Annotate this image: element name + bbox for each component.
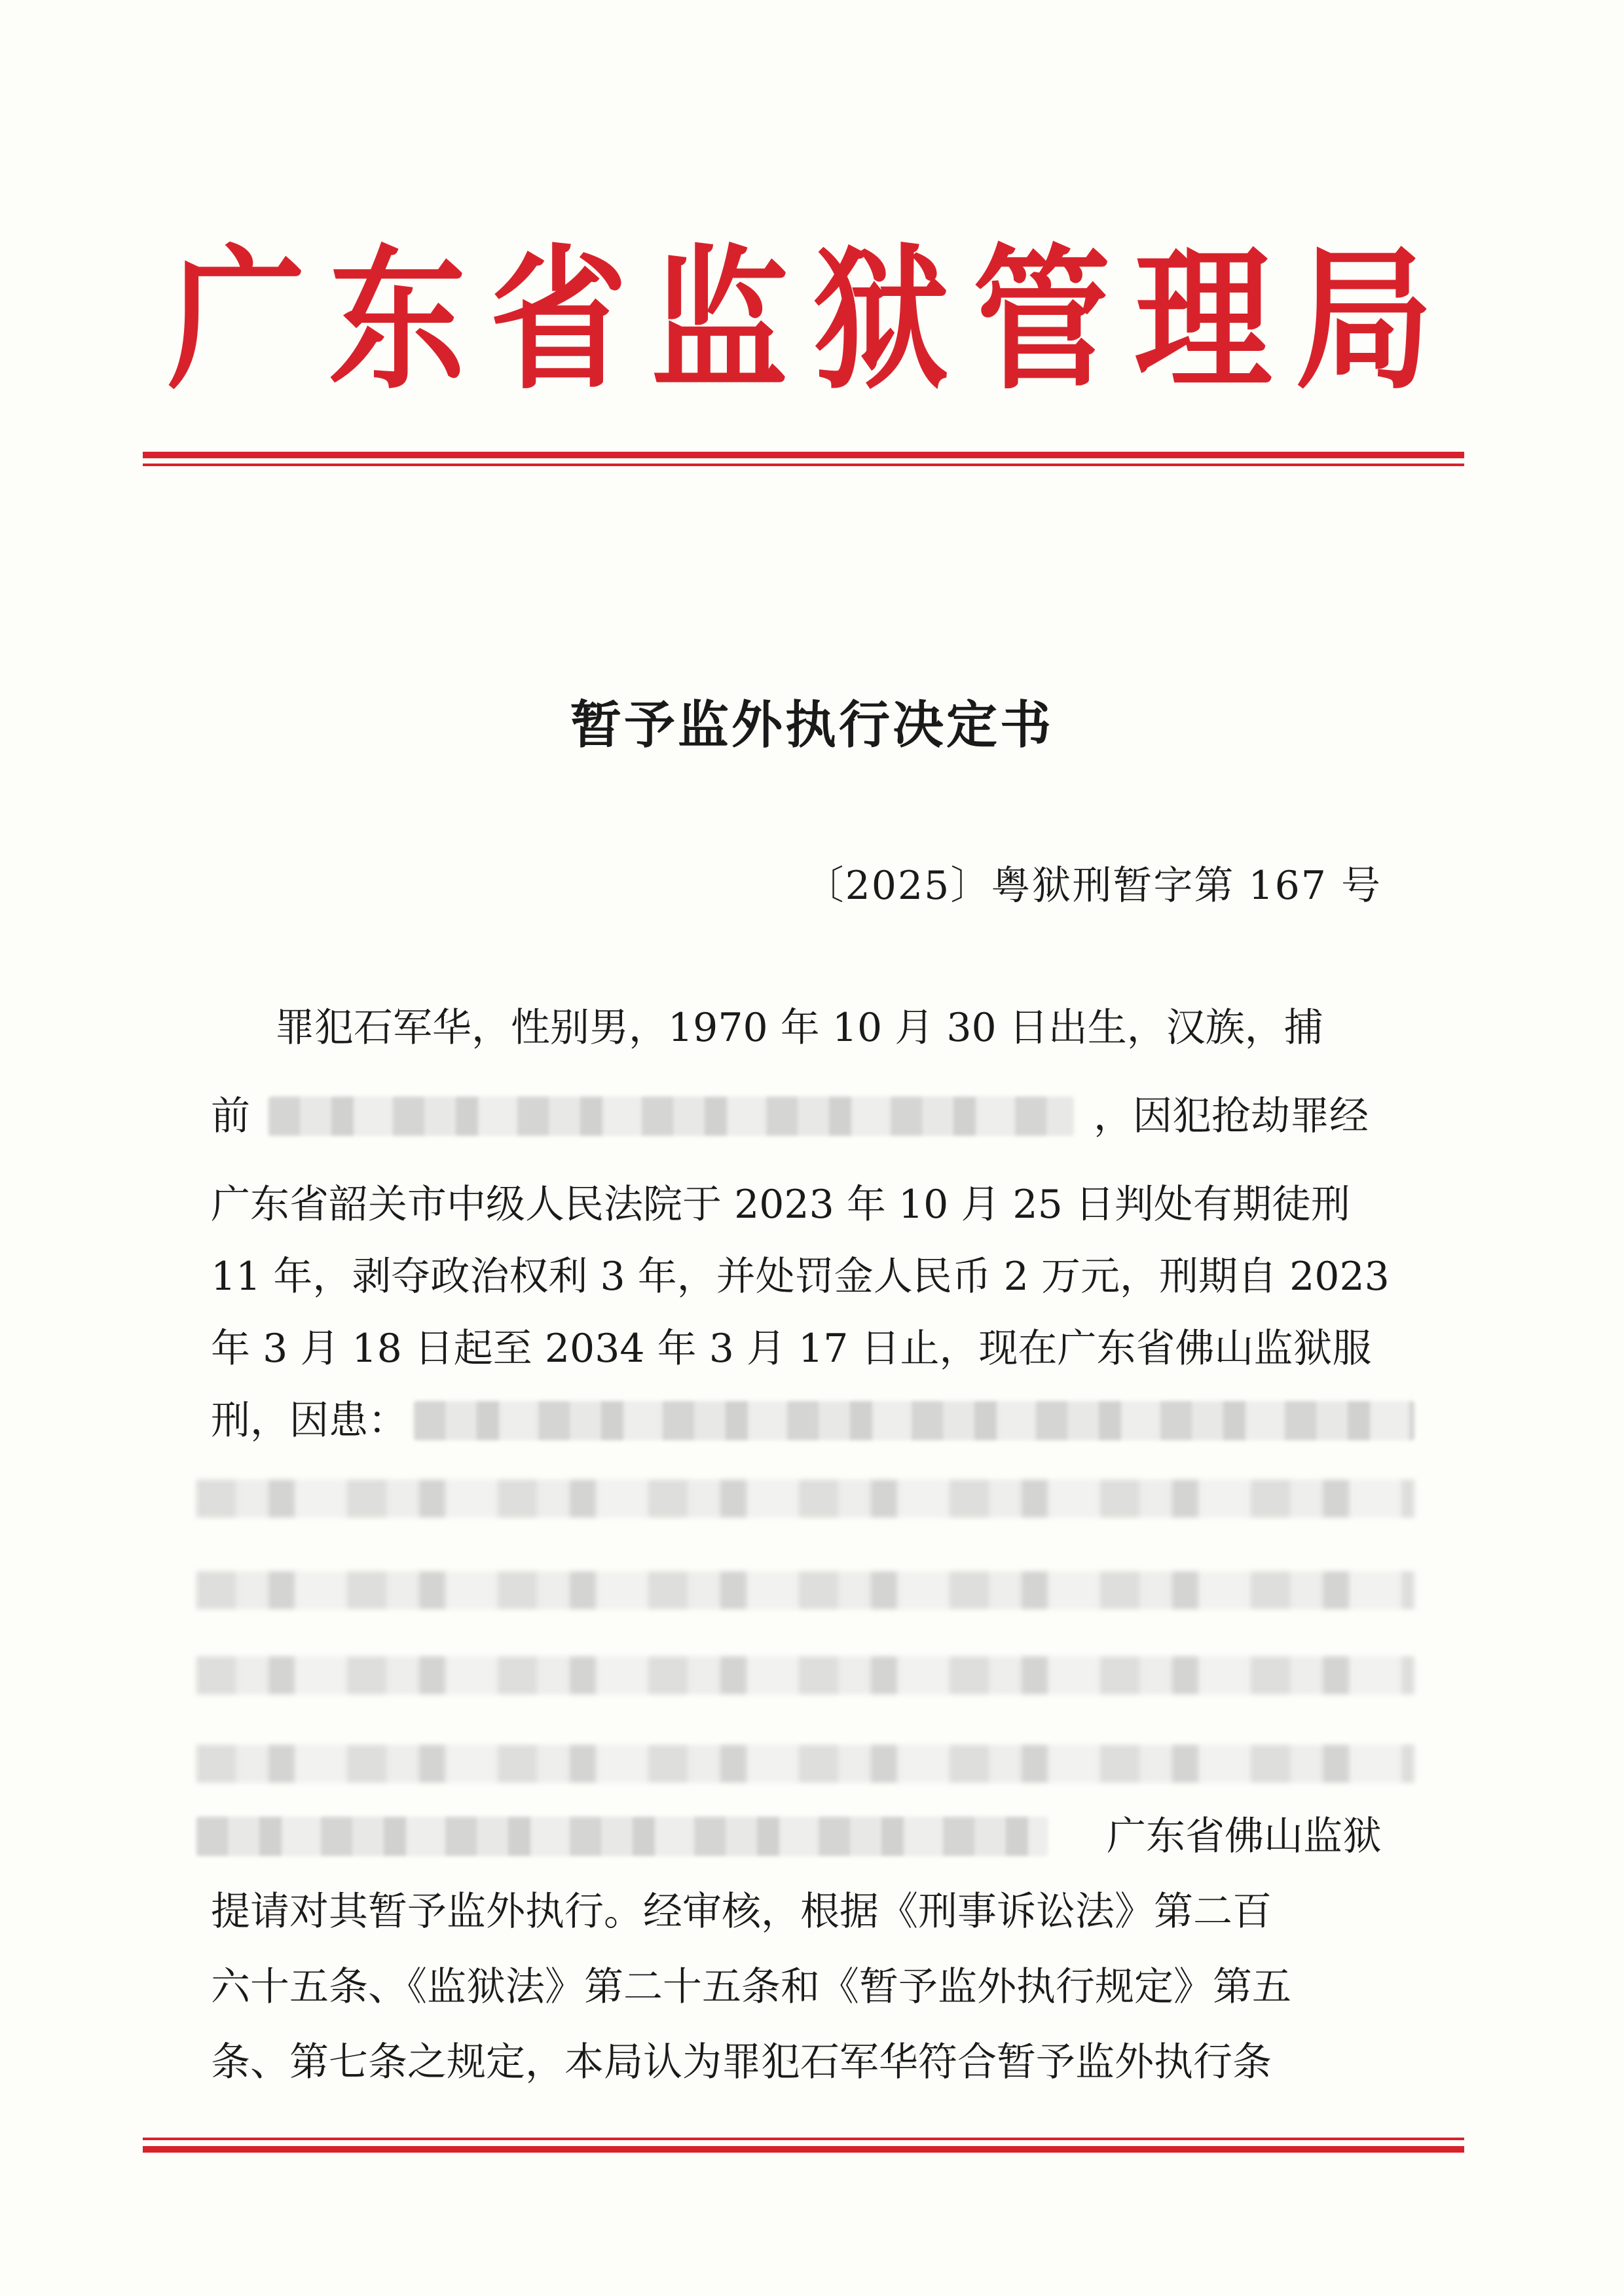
header-rule-thin — [143, 464, 1464, 466]
document-number: 〔2025〕粤狱刑暂字第 167 号 — [804, 863, 1382, 909]
body-text: 11 年，剥夺政治权利 3 年，并处罚金人民币 2 万元，刑期自 2023 — [211, 1254, 1390, 1300]
redacted-block — [196, 1817, 1048, 1856]
footer-rule-thick — [143, 2146, 1464, 2153]
redacted-block — [268, 1097, 1074, 1136]
redacted-line — [196, 1745, 1414, 1783]
redacted-line — [196, 1571, 1414, 1609]
body-line-14 — [211, 2039, 1414, 2085]
body-text: ，因犯抢劫罪经 — [1094, 1093, 1369, 1139]
body-line-11 — [196, 1813, 1400, 1859]
body-line-12 — [211, 1889, 1414, 1935]
redacted-line — [196, 1656, 1414, 1694]
body-line-2 — [211, 1093, 1414, 1139]
body-line-4 — [211, 1254, 1414, 1300]
body-text: 前 — [211, 1093, 250, 1139]
letterhead-org-name: 广东省监狱管理局 — [167, 230, 1456, 410]
body-text: 广东省佛山监狱 — [1107, 1813, 1382, 1859]
footer-rule-thin — [143, 2138, 1464, 2140]
body-text: 六十五条、《监狱法》第二十五条和《暂予监外执行规定》第五 — [211, 1964, 1291, 2010]
body-line-3 — [211, 1182, 1414, 1228]
body-line-1 — [275, 1005, 1414, 1051]
body-line-6 — [211, 1398, 1414, 1444]
body-text: 刑，因患： — [211, 1398, 407, 1444]
body-text: 广东省韶关市中级人民法院于 2023 年 10 月 25 日判处有期徒刑 — [211, 1182, 1350, 1228]
document-title: 暂予监外执行决定书 — [570, 696, 1054, 755]
body-text: 年 3 月 18 日起至 2034 年 3 月 17 日止，现在广东省佛山监狱服 — [211, 1326, 1372, 1372]
redacted-line — [196, 1480, 1414, 1518]
body-text: 罪犯石军华，性别男，1970 年 10 月 30 日出生，汉族，捕 — [275, 1005, 1323, 1051]
body-text: 提请对其暂予监外执行。经审核，根据《刑事诉讼法》第二百 — [211, 1889, 1272, 1935]
body-text: 条、第七条之规定，本局认为罪犯石军华符合暂予监外执行条 — [211, 2039, 1272, 2085]
redacted-block — [414, 1401, 1414, 1440]
header-rule-thick — [143, 452, 1464, 458]
body-line-5 — [211, 1326, 1414, 1372]
body-line-13 — [211, 1964, 1414, 2010]
